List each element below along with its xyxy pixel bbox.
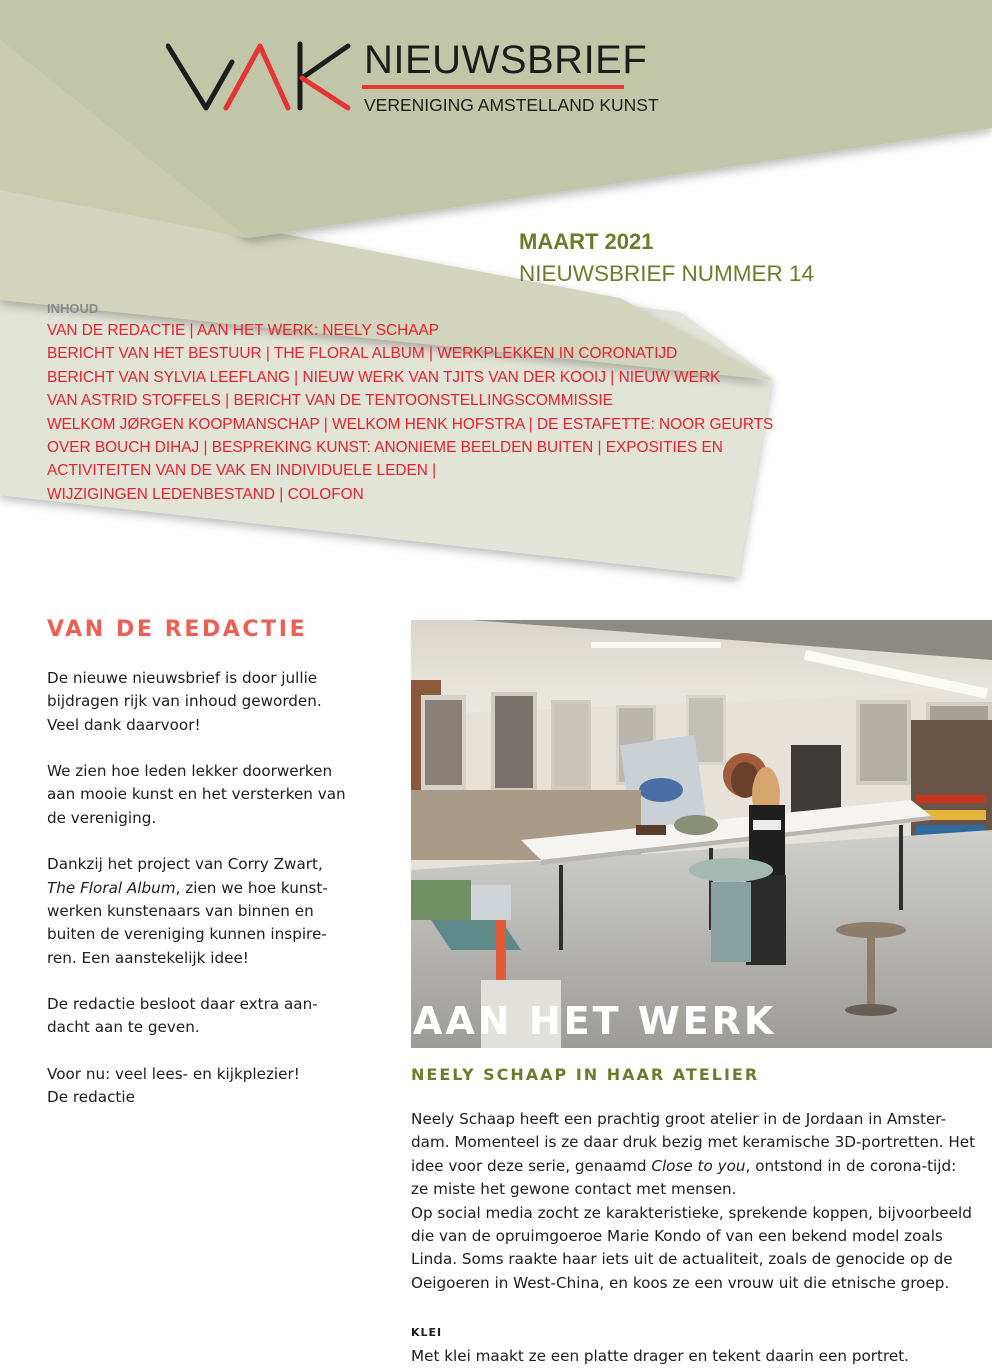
text-line: dam. Momenteel is ze daar druk bezig met keramische 3D-portretten. Het: [411, 1133, 976, 1152]
toc-line[interactable]: WIJZIGINGEN LEDENBESTAND | COLOFON: [47, 485, 364, 503]
table-of-contents: [47, 299, 774, 506]
issue-date: MAART 2021: [519, 229, 654, 254]
text-line: Oeigoeren in West-China, en koos ze een vrouw uit die etnische groep.: [411, 1273, 950, 1292]
editorial-text: [47, 667, 347, 1110]
text-line: De redactie besloot daar extra aan-: [47, 995, 318, 1014]
toc-line[interactable]: BERICHT VAN HET BESTUUR | THE FLORAL ALBUM | WERKPLEKKEN IN CORONATIJD: [47, 345, 678, 363]
text-line: die van de opruimgoeroe Marie Kondo of van een bekend model zoals: [411, 1227, 943, 1246]
text-line: De redactie: [47, 1088, 135, 1107]
text-line: de vereniging.: [47, 808, 157, 827]
text-line: Dankzij het project van Corry Zwart,: [47, 855, 323, 874]
editorial-paragraph: [47, 1063, 347, 1110]
newsletter-title: NIEUWSBRIEF: [364, 38, 648, 82]
klei-text: Met klei maakt ze een platte drager en tekent daarin een portret.: [411, 1347, 909, 1365]
text-line: Veel dank daarvoor!: [47, 715, 201, 734]
editorial-paragraph: [47, 993, 347, 1040]
feature-subtitle: NEELY SCHAAP IN HAAR ATELIER: [411, 1065, 760, 1084]
text-fragment: , zien we hoe kunst-: [175, 878, 328, 897]
text-line: bijdragen rijk van inhoud geworden.: [47, 692, 322, 711]
toc-line[interactable]: BERICHT VAN SYLVIA LEEFLANG | NIEUW WERK VAN TJITS VAN DER KOOIJ | NIEUW WERK: [47, 368, 721, 386]
toc-line[interactable]: VAN DE REDACTIE | AAN HET WERK: NEELY SCHAAP: [47, 322, 439, 339]
feature-title: AAN HET WERK: [413, 999, 777, 1043]
toc-line[interactable]: OVER BOUCH DIHAJ | BESPREKING KUNST: ANONIEME BEELDEN BUITEN | EXPOSITIES EN: [47, 439, 723, 457]
album-title: The Floral Album: [47, 878, 176, 897]
toc-line[interactable]: ACTIVITEITEN VAN DE VAK EN INDIVIDUELE LEDEN |: [47, 462, 437, 480]
organization-name: VERENIGING AMSTELLAND KUNST: [364, 95, 659, 115]
text-fragment: , ontstond in de corona-tijd:: [745, 1156, 957, 1175]
editorial-paragraph: [47, 667, 347, 737]
text-line: Op social media zocht ze karakteristieke, sprekende koppen, bijvoorbeeld: [411, 1203, 972, 1222]
text-line: aan mooie kunst en het versterken van: [47, 785, 346, 804]
toc-line[interactable]: WELKOM JØRGEN KOOPMANSCHAP | WELKOM HENK HOFSTRA | DE ESTAFETTE: NOOR GEURTS: [47, 415, 774, 433]
text-line: [411, 1155, 971, 1178]
text-line: Neely Schaap heeft een prachtig groot atelier in de Jordaan in Amster-: [411, 1110, 947, 1128]
editorial-paragraph: [47, 853, 347, 969]
title-underline: [362, 85, 624, 89]
text-line: Linda. Soms raakte haar iets uit de actualiteit, zoals de genocide op de: [411, 1250, 953, 1269]
text-line: De nieuwe nieuwsbrief is door jullie: [47, 669, 318, 687]
issue-number: NIEUWSBRIEF NUMMER 14: [519, 261, 815, 286]
text-line: werken kunstenaars van binnen en: [47, 901, 314, 920]
toc-line[interactable]: VAN ASTRID STOFFELS | BERICHT VAN DE TENTOONSTELLINGSCOMMISSIE: [47, 392, 613, 410]
text-line: Voor nu: veel lees- en kijkplezier!: [47, 1065, 300, 1084]
editorial-paragraph: [47, 760, 347, 830]
text-line: buiten de vereniging kunnen inspire-: [47, 925, 327, 944]
issue-info: [519, 226, 814, 290]
klei-heading: KLEI: [411, 1326, 443, 1339]
text-fragment: idee voor deze serie, genaamd: [411, 1156, 652, 1175]
series-title: Close to you: [651, 1156, 746, 1175]
text-line: [47, 877, 347, 900]
text-line: ze miste het gewone contact met mensen.: [411, 1180, 737, 1199]
text-line: ren. Een aanstekelijk idee!: [47, 948, 249, 967]
text-line: dacht aan te geven.: [47, 1018, 200, 1037]
toc-heading: INHOUD: [47, 301, 99, 316]
editorial-title: VAN DE REDACTIE: [47, 617, 308, 642]
atelier-photo: [411, 620, 992, 1048]
text-line: We zien hoe leden lekker doorwerken: [47, 762, 333, 781]
vak-logo: [166, 40, 352, 112]
feature-text: [411, 1108, 976, 1295]
